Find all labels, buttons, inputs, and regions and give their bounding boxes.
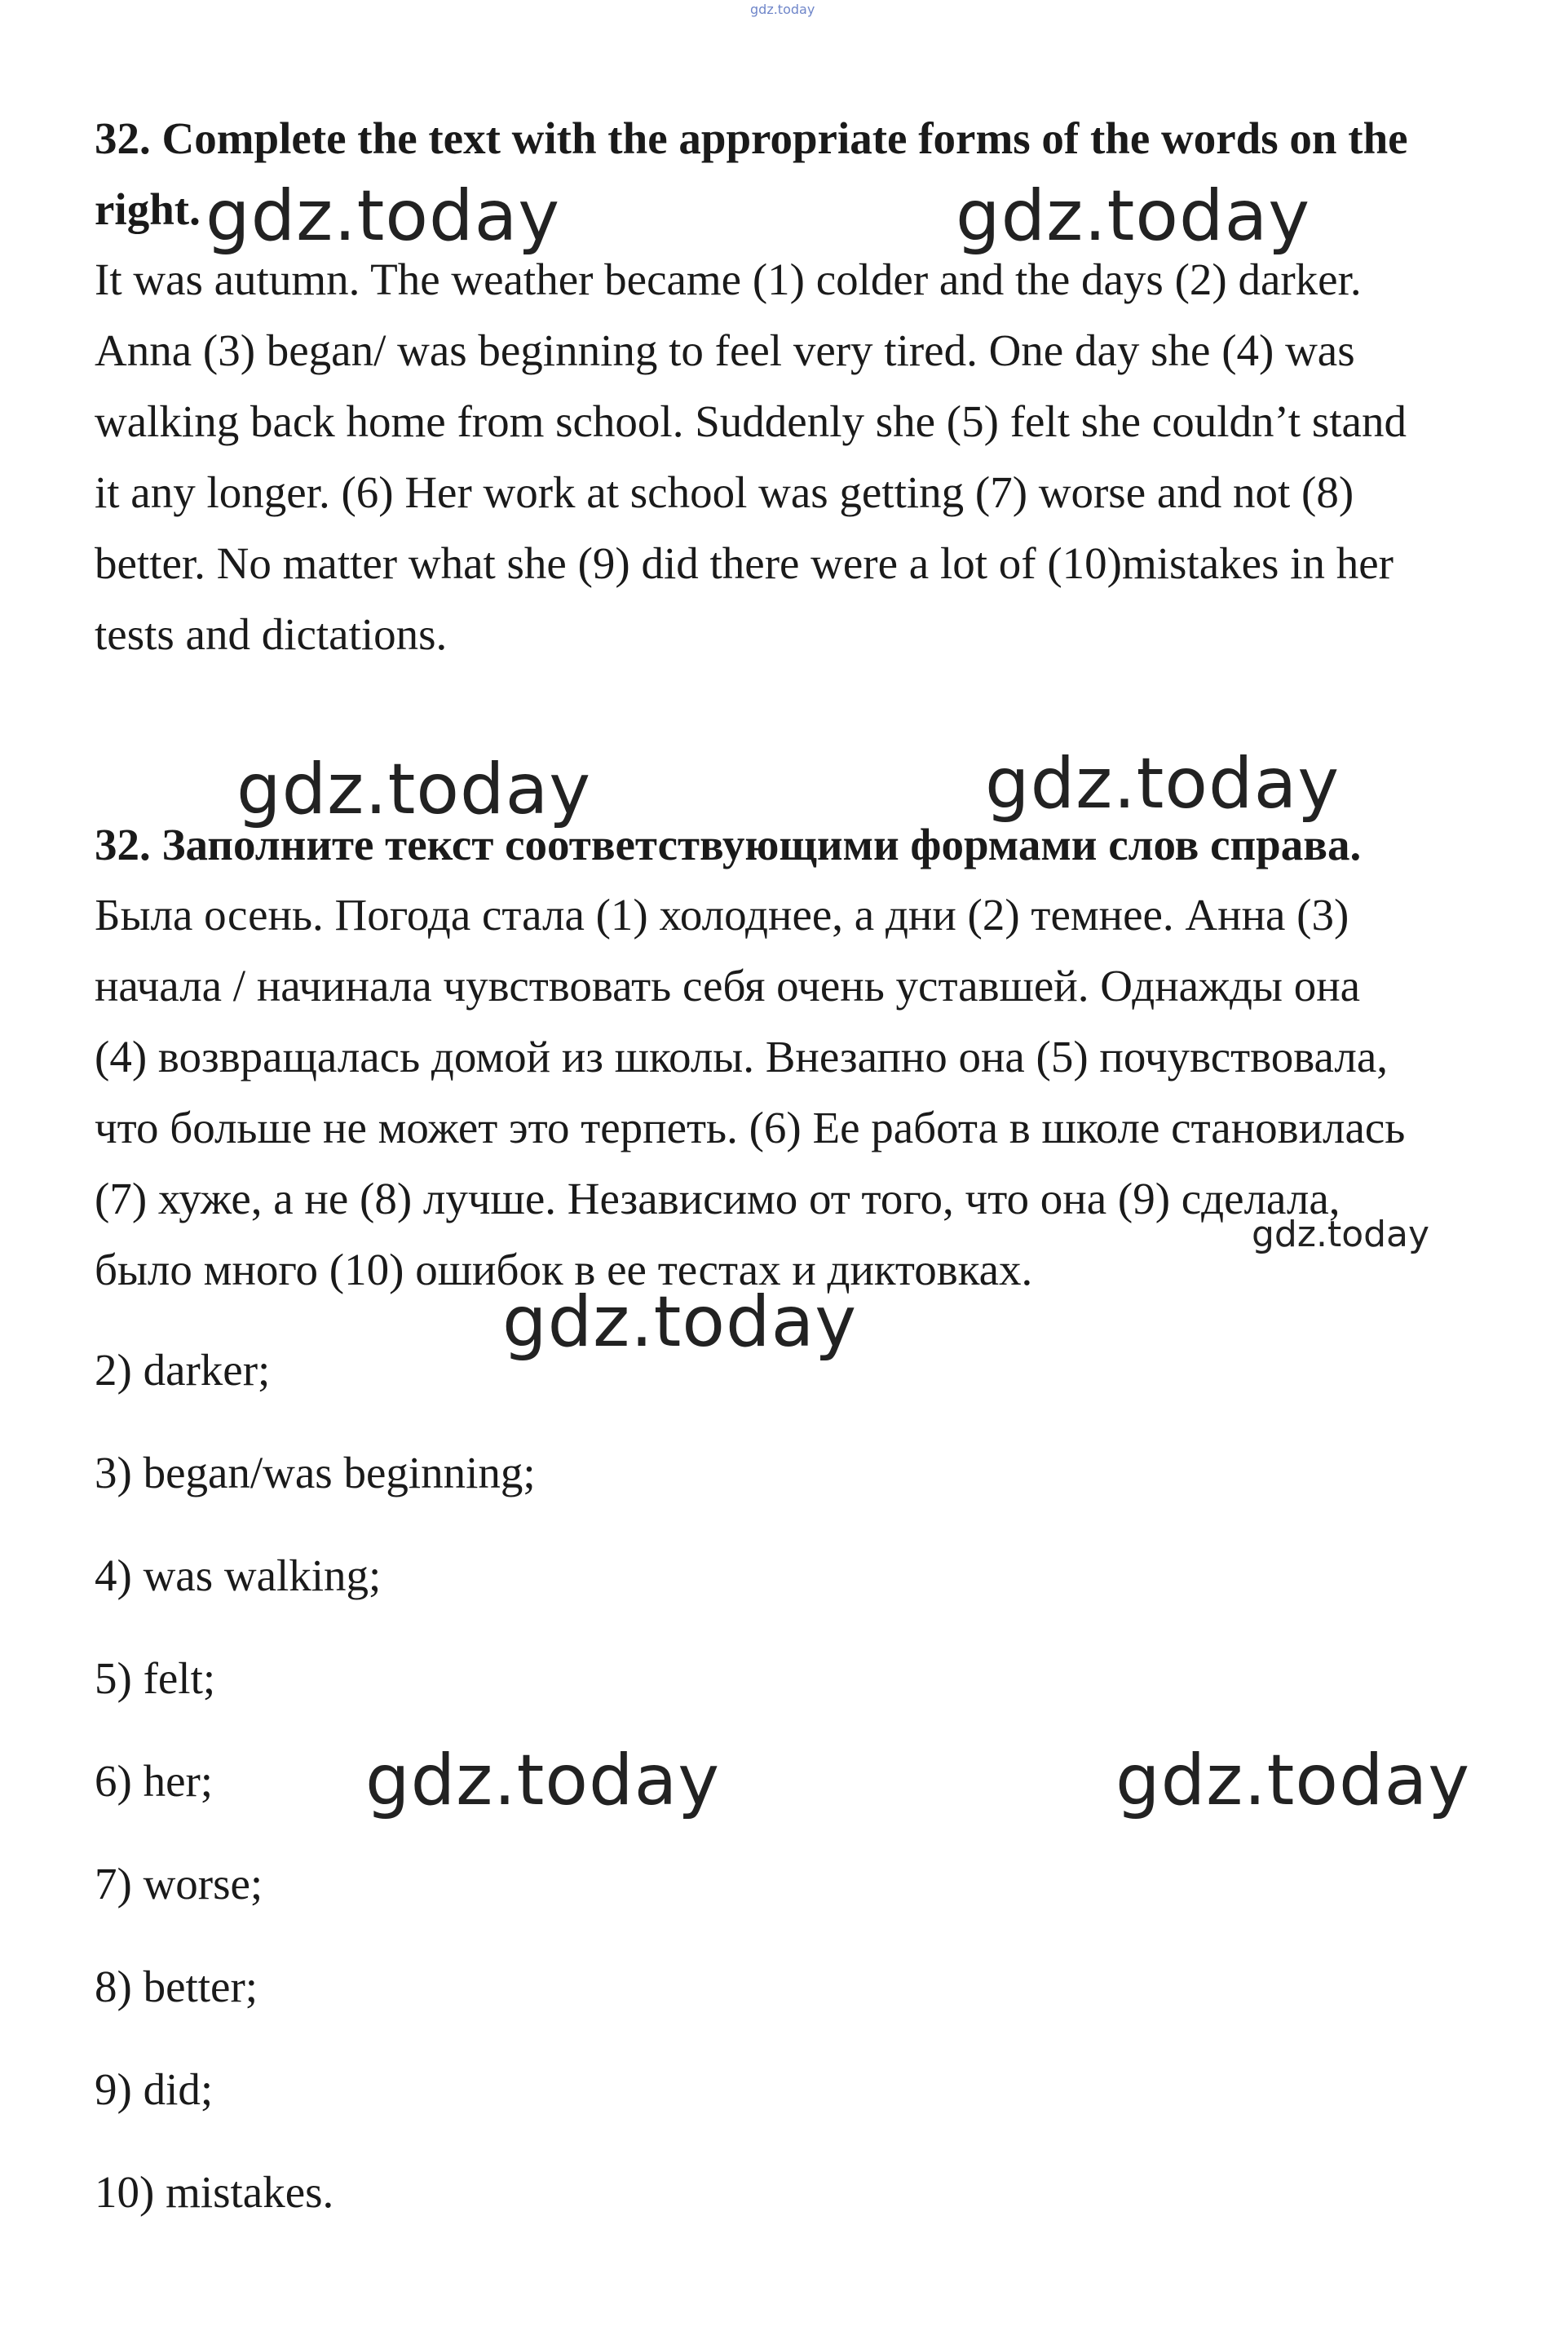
english-heading-line2: right. bbox=[95, 184, 201, 234]
answer-item: 6) her; bbox=[95, 1756, 214, 1806]
watermark-logo: gdz.today bbox=[236, 749, 592, 830]
top-watermark: gdz.today bbox=[750, 2, 815, 17]
russian-line-5: (7) хуже, а не (8) лучше. Независимо от того, что она (9) сделала, bbox=[95, 1174, 1341, 1223]
russian-line-4: что больше не может это терпеть. (6) Ее работа в школе становилась bbox=[95, 1103, 1406, 1152]
watermark-logo: gdz.today bbox=[502, 1281, 858, 1363]
english-line-4: it any longer. (6) Her work at school was getting (7) worse and not (8) bbox=[95, 467, 1354, 517]
watermark-logo-small: gdz.today bbox=[1252, 1214, 1430, 1255]
english-line-2: Anna (3) began/ was beginning to feel very tired. One day she (4) was bbox=[95, 325, 1355, 375]
answer-item: 5) felt; bbox=[95, 1653, 216, 1703]
watermark-logo: gdz.today bbox=[205, 175, 561, 257]
english-heading-line1: 32. Complete the text with the appropriate forms of the words on the bbox=[95, 113, 1408, 163]
russian-heading: 32. Заполните текст соответствующими формами слов справа. bbox=[95, 820, 1362, 869]
english-line-3: walking back home from school. Suddenly she (5) felt she couldn’t stand bbox=[95, 396, 1407, 446]
watermark-logo: gdz.today bbox=[985, 743, 1341, 825]
watermark-logo: gdz.today bbox=[1115, 1740, 1471, 1821]
russian-line-3: (4) возвращалась домой из школы. Внезапно она (5) почувствовала, bbox=[95, 1032, 1389, 1082]
answer-item: 10) mistakes. bbox=[95, 2167, 334, 2217]
answer-item: 8) better; bbox=[95, 1962, 258, 2011]
answer-item: 4) was walking; bbox=[95, 1550, 382, 1600]
watermark-logo: gdz.today bbox=[956, 175, 1311, 257]
russian-line-1: Была осень. Погода стала (1) холоднее, а дни (2) темнее. Анна (3) bbox=[95, 890, 1349, 940]
russian-line-6: было много (10) ошибок в ее тестах и диктовках. bbox=[95, 1245, 1033, 1294]
english-line-5: better. No matter what she (9) did there were a lot of (10)mistakes in her bbox=[95, 538, 1394, 588]
answer-item: 9) did; bbox=[95, 2064, 214, 2114]
russian-line-2: начала / начинала чувствовать себя очень уставшей. Однажды она bbox=[95, 961, 1361, 1011]
watermark-logo: gdz.today bbox=[365, 1740, 721, 1821]
english-line-1: It was autumn. The weather became (1) colder and the days (2) darker. bbox=[95, 254, 1362, 304]
english-line-6: tests and dictations. bbox=[95, 609, 448, 659]
answer-item: 3) began/was beginning; bbox=[95, 1448, 536, 1497]
answer-item: 7) worse; bbox=[95, 1859, 263, 1909]
answer-item: 2) darker; bbox=[95, 1345, 271, 1395]
